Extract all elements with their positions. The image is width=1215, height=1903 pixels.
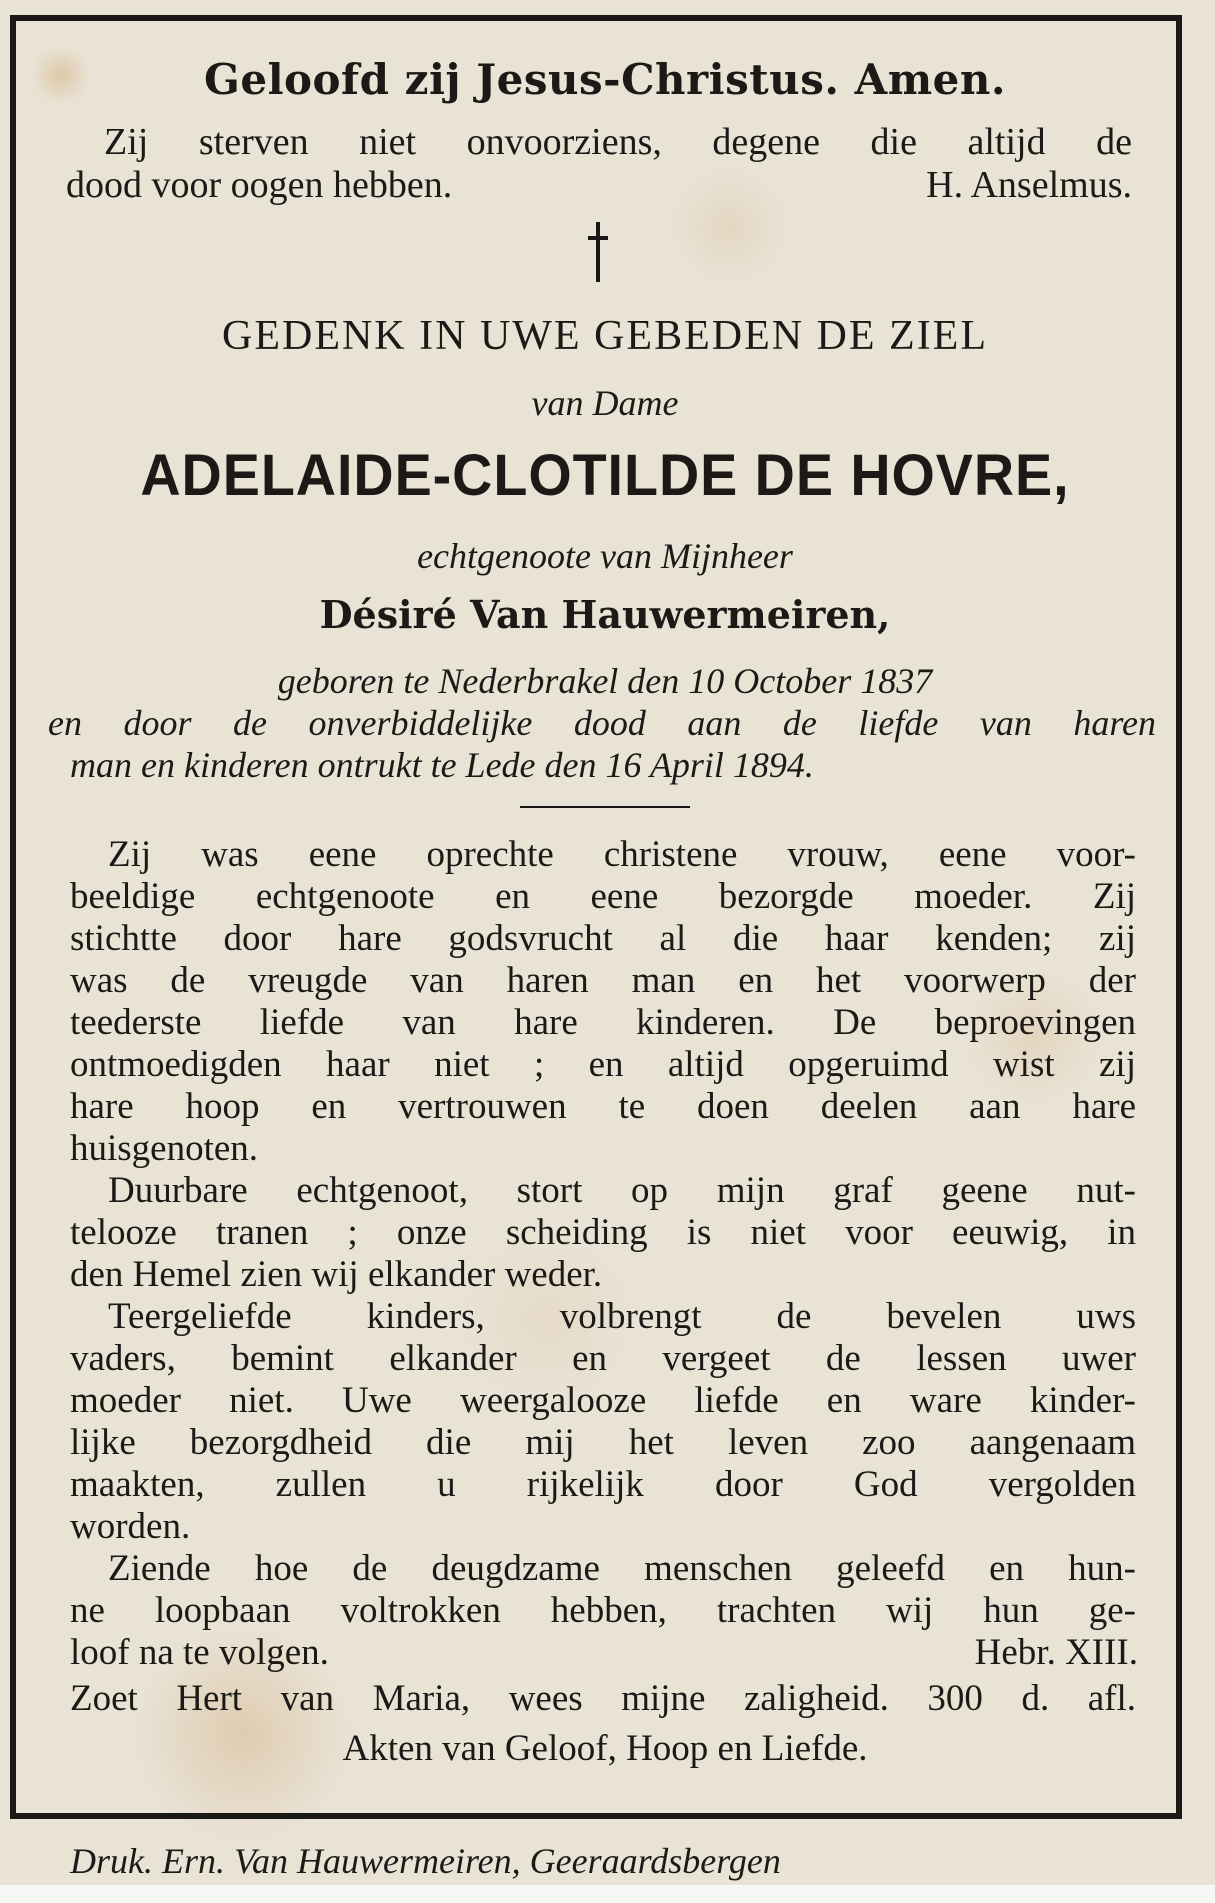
printer-credit: Druk. Ern. Van Hauwermeiren, Geeraardsbergen [70, 1841, 781, 1881]
scripture-reference: Hebr. XIII. [974, 1632, 1138, 1673]
body-line: moeder niet. Uwe weergalooze liefde en ware kinder- [70, 1380, 1136, 1421]
title-prefix: van Dame [531, 383, 679, 423]
dates-line-2: en door de onverbiddelijke dood aan de liefde van haren [48, 703, 1156, 743]
body-line-last-left: loof na te volgen. [70, 1632, 329, 1673]
divider-rule [520, 806, 690, 808]
deceased-name: ADELAIDE-CLOTILDE DE HOVRE, [140, 443, 1070, 508]
body-line: beeldige echtgenoote en eene bezorgde moeder. Zij [70, 876, 1136, 917]
quote-line-1: Zij sterven niet onvoorziens, degene die altijd de [104, 121, 1132, 163]
body-line: telooze tranen ; onze scheiding is niet voor eeuwig, in [70, 1212, 1136, 1253]
prayer-line-1: Zoet Hert van Maria, wees mijne zaligheid. 300 d. afl. [70, 1678, 1136, 1719]
body-line: den Hemel zien wij elkander weder. [70, 1254, 603, 1295]
spouse-name: Désiré Van Hauwermeiren, [319, 592, 891, 637]
body-line: teederste liefde van hare kinderen. De beproevingen [70, 1002, 1136, 1043]
prayer-line-2: Akten van Geloof, Hoop en Liefde. [342, 1728, 868, 1769]
body-line: worden. [70, 1506, 191, 1547]
quote-attribution: H. Anselmus. [926, 164, 1132, 206]
body-line: ne loopbaan voltrokken hebben, trachten wij hun ge- [70, 1590, 1136, 1631]
body-line: vaders, bemint elkander en vergeet de lessen uwer [70, 1338, 1136, 1379]
body-line: maakten, zullen u rijkelijk door God vergolden [70, 1464, 1136, 1505]
body-line: lijke bezorgdheid die mij het leven zoo aangenaam [70, 1422, 1136, 1463]
memorial-caption: GEDENK IN UWE GEBEDEN DE ZIEL [222, 313, 988, 359]
dates-line-1: geboren te Nederbrakel den 10 October 1837 [277, 661, 933, 701]
quote-line-2-left: dood voor oogen hebben. [66, 164, 453, 206]
body-line: stichtte door hare godsvrucht al die haar kenden; zij [70, 918, 1136, 959]
cross-icon [588, 222, 608, 282]
header-title: Geloofd zij Jesus-Christus. Amen. [203, 55, 1007, 104]
body-line: Teergeliefde kinders, volbrengt de bevelen uws [108, 1296, 1136, 1337]
body-line: was de vreugde van haren man en het voorwerp der [70, 960, 1136, 1001]
body-line: hare hoop en vertrouwen te doen deelen aan hare [70, 1086, 1136, 1127]
body-line: Zij was eene oprechte christene vrouw, eene voor- [108, 834, 1136, 875]
body-line: Duurbare echtgenoot, stort op mijn graf geene nut- [108, 1170, 1136, 1211]
scan-margin [0, 1885, 1215, 1903]
body-line: huisgenoten. [70, 1128, 259, 1169]
body-line: Ziende hoe de deugdzame menschen geleefd en hun- [108, 1548, 1136, 1589]
dates-line-3: man en kinderen ontrukt te Lede den 16 April 1894. [70, 745, 814, 785]
body-line: ontmoedigden haar niet ; en altijd opgeruimd wist zij [70, 1044, 1136, 1085]
relation-line: echtgenoote van Mijnheer [417, 536, 793, 576]
